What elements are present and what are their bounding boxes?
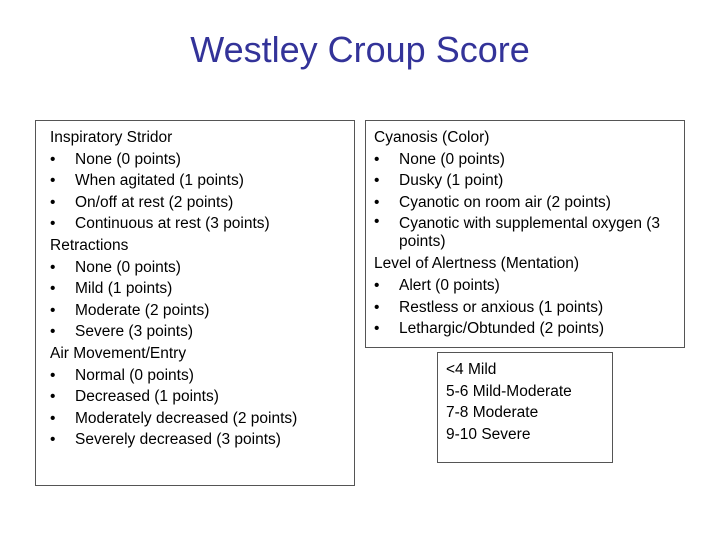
bullet-icon: • [50,366,56,384]
list-item: • Lethargic/Obtunded (2 points) [374,318,674,340]
list-item: • Cyanotic with supplemental oxygen (3 points) [374,213,661,251]
severity-score-box [437,352,613,463]
stridor-list [50,149,344,235]
slide-title: Westley Croup Score [190,29,530,70]
air-movement-list [50,365,344,451]
bullet-icon: • [50,172,56,190]
list-item: • Continuous at rest (3 points) [50,213,344,235]
alertness-list [374,275,674,340]
bullet-icon: • [374,172,380,190]
list-item: • Decreased (1 points) [50,386,344,408]
bullet-icon: • [50,150,56,168]
bullet-icon: • [50,388,56,406]
cyanosis-list [374,149,674,254]
section-heading-cyanosis: Cyanosis (Color) [374,129,490,146]
list-item: • On/off at rest (2 points) [50,192,344,214]
severity-severe: 9-10 Severe [446,425,531,443]
list-item: • Restless or anxious (1 points) [374,297,674,319]
list-item: • Dusky (1 point) [374,170,674,192]
bullet-icon: • [374,213,380,231]
list-item: • None (0 points) [50,257,344,279]
list-item: • None (0 points) [50,149,344,171]
bullet-icon: • [50,431,56,449]
bullet-icon: • [50,301,56,319]
bullet-icon: • [50,193,56,211]
list-item: • When agitated (1 points) [50,170,344,192]
list-item: • Mild (1 points) [50,278,344,300]
severity-mild-moderate: 5-6 Mild-Moderate [446,382,572,400]
section-heading-alertness: Level of Alertness (Mentation) [374,255,580,273]
bullet-icon: • [50,323,56,341]
severity-moderate: 7-8 Moderate [446,404,539,422]
right-criteria-box [365,120,685,348]
bullet-icon: • [50,280,56,298]
bullet-icon: • [50,258,56,276]
bullet-icon: • [50,215,56,233]
section-heading-retractions: Retractions [50,236,129,254]
list-item: • None (0 points) [374,149,674,171]
list-item: • Alert (0 points) [374,275,674,297]
bullet-icon: • [374,193,380,211]
list-item: • Cyanotic on room air (2 points) [374,192,674,214]
list-item: • Severely decreased (3 points) [50,429,344,451]
bullet-icon: • [50,409,56,427]
section-heading-stridor: Inspiratory Stridor [50,129,173,146]
severity-mild: <4 Mild [446,361,497,378]
list-item: • Severe (3 points) [50,321,344,343]
list-item: • Moderately decreased (2 points) [50,408,344,430]
bullet-icon: • [374,298,380,316]
section-heading-air-movement: Air Movement/Entry [50,344,187,362]
list-item: • Moderate (2 points) [50,300,344,322]
retractions-list [50,257,344,343]
bullet-icon: • [374,276,380,294]
bullet-icon: • [374,320,380,338]
left-criteria-box [35,120,355,486]
bullet-icon: • [374,150,380,168]
list-item: • Normal (0 points) [50,365,344,387]
